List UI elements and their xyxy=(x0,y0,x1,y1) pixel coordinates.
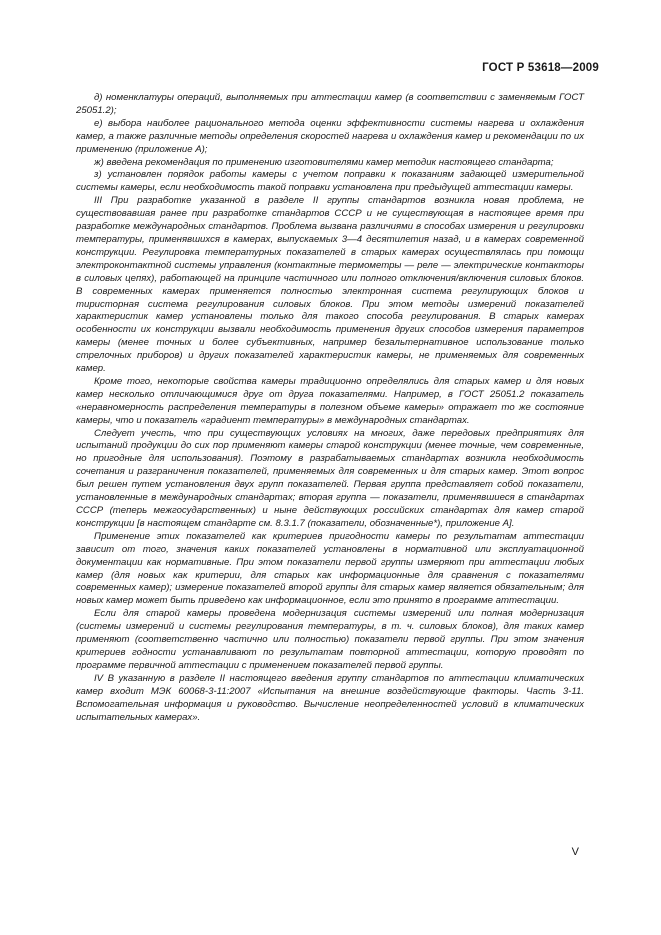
list-item-e: е) выбора наиболее рационального метода оценки эффективности системы нагрева и охлаждения камер, а также различные методы определения скоростей нагрева и охлаждения камер и рекомендации по их применению (приложение А); xyxy=(76,117,584,155)
list-item-zh: ж) введена рекомендация по применению изготовителями камер методик настоящего стандарта; xyxy=(94,156,554,168)
body-paragraph: Следует учесть, что при существующих условиях на многих, даже передовых предприятиях для испытаний продукции до сих пор применяют камеры старой конструкции (менее точные, чем современные, но пригодные для использования). Поэтому в разрабатываемых стандартах возникла необходимость сочетания и разграничения показателей, применяемых для современных и для старых камер. Этот вопрос был решен путем установления двух групп показателей. Первая группа представляет собой показатели, установленные в международных стандартах; вторая группа — показатели, применявшиеся в стандартах СССР (теперь межгосударственных) и ныне действующих российских стандартах для камер старой конструкции [в настоящем стандарте см. 8.3.1.7 (показатели, обозначенные*), приложение А]. xyxy=(76,427,584,529)
body-paragraph: Применение этих показателей как критериев пригодности камеры по результатам аттестации зависит от того, значения каких показателей установлены в нормативной или эксплуатационной документации как нормативные. При этом показатели первой группы измеряют при аттестации любых камер (для новых как критерии, для старых как информационные для сравнения с показателями современных камер); измерение показателей второй группы для старых камер является обязательным; для новых камер может быть приведено как информационное, если это принято в программе аттестации. xyxy=(76,530,584,607)
document-code-header: ГОСТ Р 53618—2009 xyxy=(482,62,599,74)
document-body xyxy=(76,92,584,724)
section-iii-paragraph: III При разработке указанной в разделе II группы стандартов возникла новая проблема, не существовавшая ранее при разработке стандартов СССР и не существующая в настоящее время при разработке международных стандартов. Проблема вызвана различиями в способах измерения и регулировки температуры, применявшихся в камерах, выпускаемых 3—4 десятилетия назад, и в камерах современной конструкции. Регулировка температурных показателей в старых камерах осуществлялась при помощи электроконтактной системы управления (контактные термометры — реле — электрические контакторы в силовых цепях), работающей на принципе частичного или полного отключения/включения силовых блоков. В современных камерах применяется полностью электронная система регулирующих блоков и тиристорная система регулирования силовых блоков. При этом методы измерений показателей характеристик камер установлены только для такого способа регулирования. В старых камерах особенности их конструкции вызвали необходимость применения других способов измерения параметров камеры (менее точных и более субъективных, например безальтернативное использование только стрелочных приборов) и других показателей характеристик камеры, не применяемых для современных камер. xyxy=(76,195,584,375)
page-number: V xyxy=(571,846,579,858)
list-item-d: д) номенклатуры операций, выполняемых при аттестации камер (в соответствии с заменяемым ГОСТ 25051.2); xyxy=(76,92,584,116)
body-paragraph: Кроме того, некоторые свойства камеры традиционно определялись для старых камер и для новых камер несколько отличающимися друг от друга показателями. Например, в ГОСТ 25051.2 показатель «неравномерность распределения температуры в полезном объеме камеры» отражает то же состояние камеры, что и показатель «градиент температуры» в международных стандартах. xyxy=(76,375,584,426)
section-iv-paragraph: IV В указанную в разделе II настоящего введения группу стандартов по аттестации климатических камер входит МЭК 60068-3-11:2007 «Испытания на внешние воздействующие факторы. Часть 3-11. Вспомогательная информация и руководство. Вычисление неопределенностей условий в климатических испытательных камерах». xyxy=(76,672,584,723)
body-paragraph: Если для старой камеры проведена модернизация системы измерений или полная модернизация (системы измерений и системы регулирования температуры, в т. ч. силовых блоков), для таких камер применяют (соответственно частично или полностью) показатели первой группы. При этом значения критериев годности устанавливают по результатам повторной аттестации, которую проводят по программе первичной аттестации с применением показателей первой группы. xyxy=(76,608,584,671)
list-item-z: з) установлен порядок работы камеры с учетом поправки к показаниям задающей измерительной системы камеры, если необходимость такой поправки установлена при предыдущей аттестации камеры. xyxy=(76,169,584,194)
